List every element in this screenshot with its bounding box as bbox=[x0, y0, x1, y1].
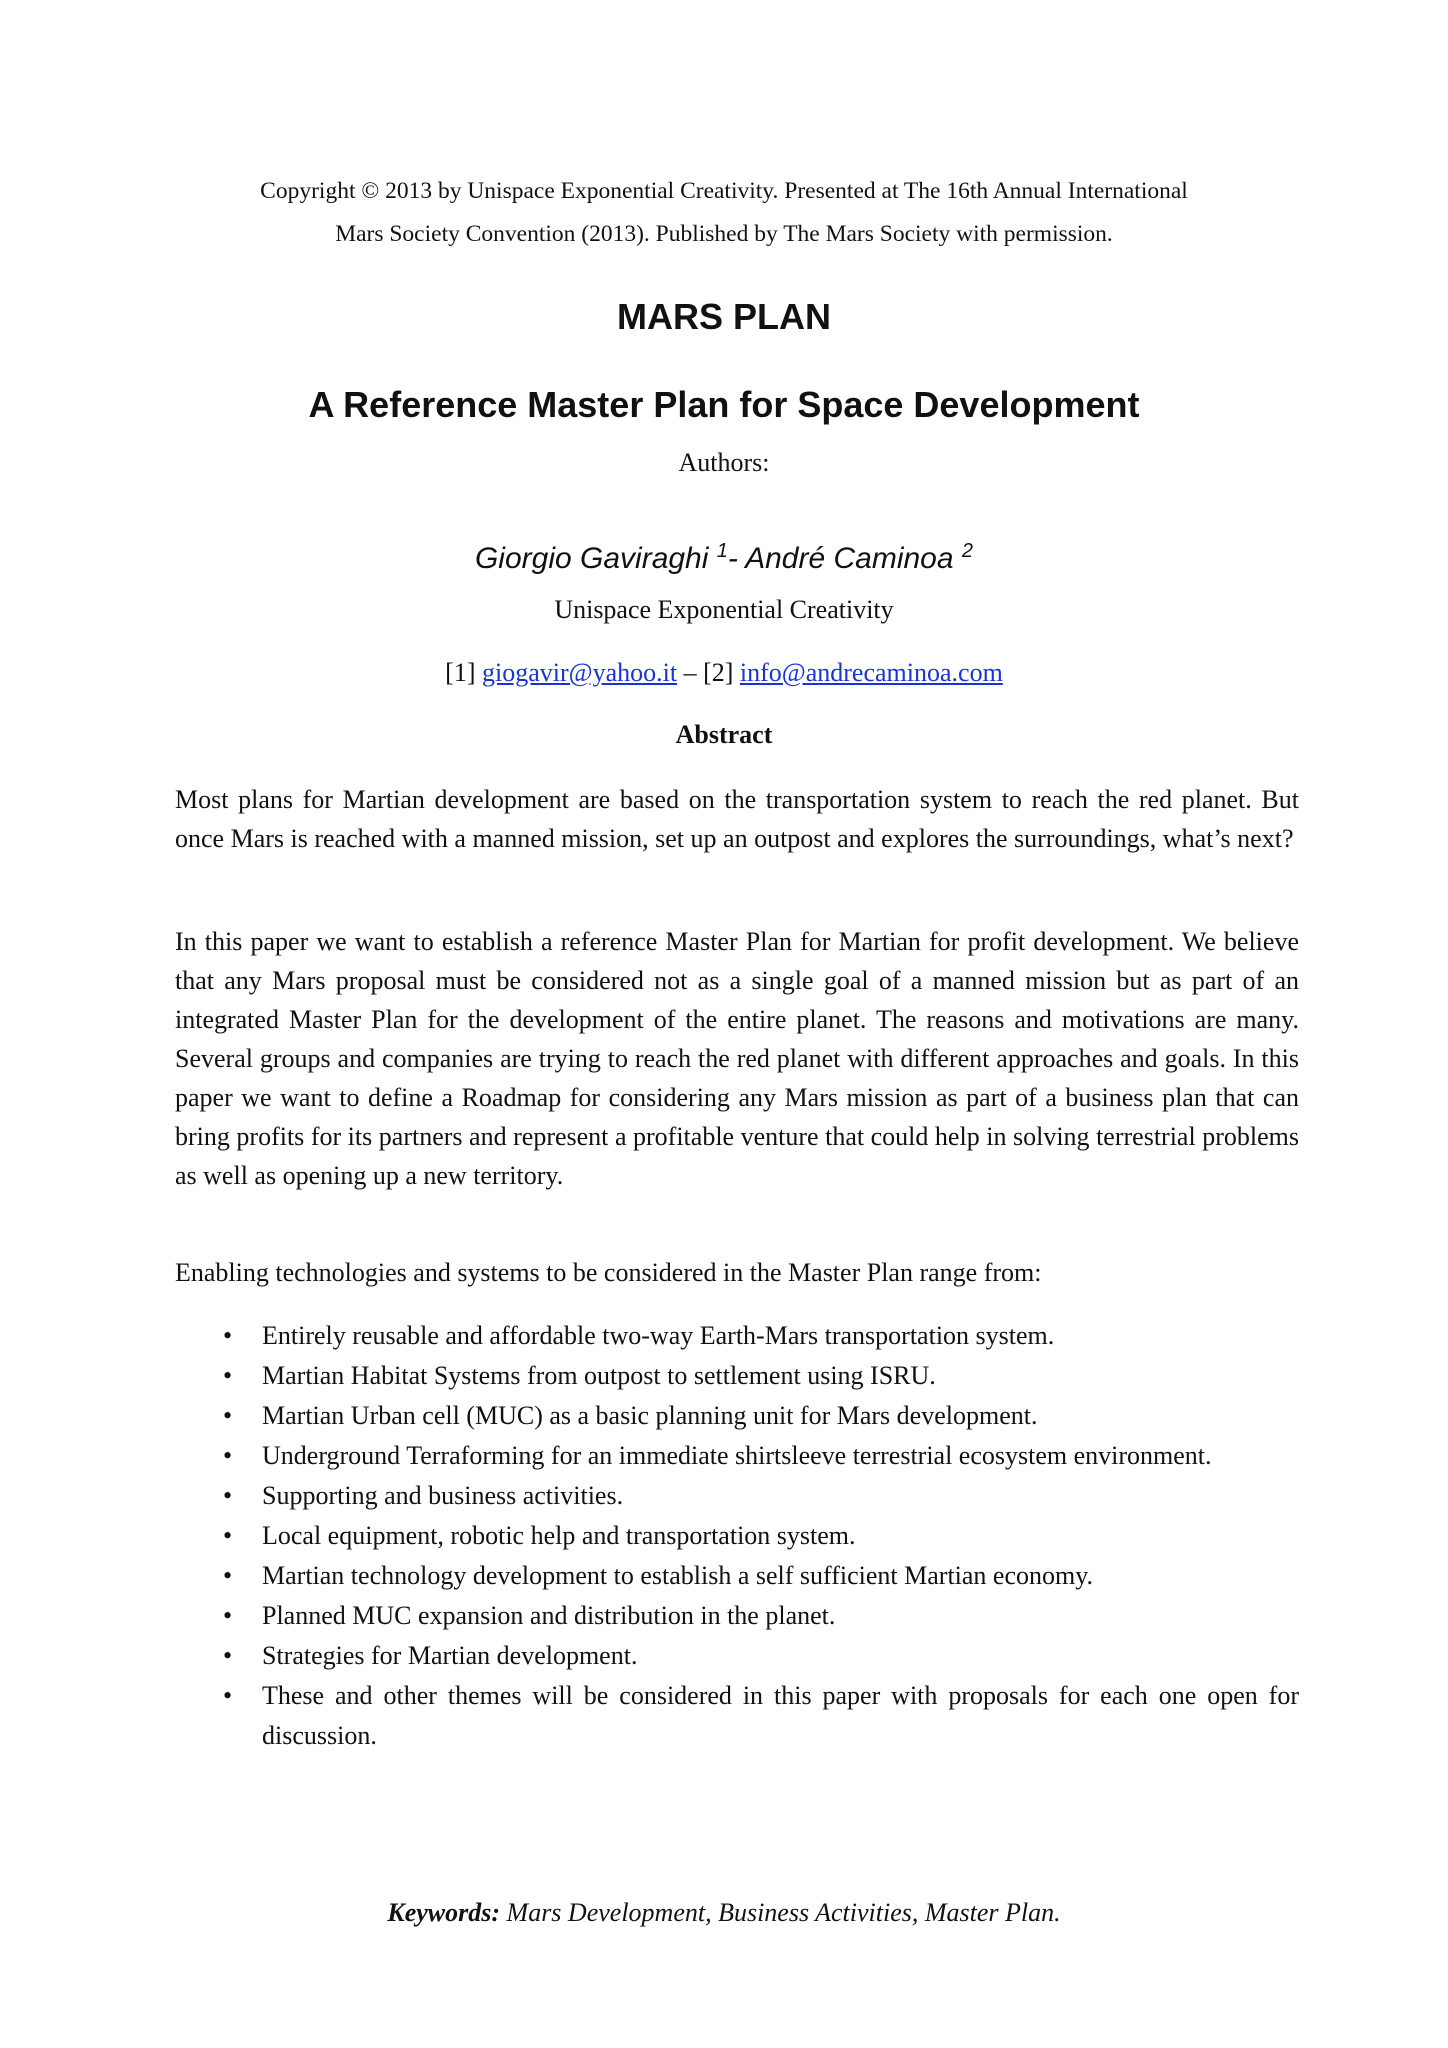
authors-label: Authors: bbox=[678, 448, 770, 477]
bullet-item: • These and other themes will be considered in this paper with proposals for each one open for discussion. bbox=[175, 1676, 1299, 1756]
abstract-paragraph-2: In this paper we want to establish a reference Master Plan for Martian for profit development. We believe that any Mars proposal must be considered not as a single goal of a manned mission but as part of an integrated Master Plan for the development of the entire planet. The reasons and motivations are many. Several groups and companies are trying to reach the red planet with different approaches and goals. In this paper we want to define a Roadmap for considering any Mars mission as part of a business plan that can bring profits for its partners and represent a profitable venture that could help in solving terrestrial problems as well as opening up a new territory. bbox=[175, 927, 1299, 1190]
author-1-affiliation-mark: 1 bbox=[716, 540, 728, 562]
keywords-label: Keywords: bbox=[387, 1898, 501, 1927]
paper-subtitle: A Reference Master Plan for Space Development bbox=[308, 384, 1140, 425]
abstract-heading: Abstract bbox=[675, 720, 773, 749]
author-2-name: André Caminoa bbox=[745, 542, 962, 575]
bullet-item: • Local equipment, robotic help and transportation system. bbox=[175, 1516, 1299, 1556]
email-2-link[interactable]: info@andrecaminoa.com bbox=[739, 658, 1003, 687]
keywords-line bbox=[0, 1898, 1448, 1928]
bullet-item: • Strategies for Martian development. bbox=[175, 1636, 1299, 1676]
keywords-text: Mars Development, Business Activities, Master Plan. bbox=[500, 1898, 1061, 1927]
copyright-notice bbox=[150, 170, 1298, 256]
author-separator: - bbox=[727, 542, 746, 575]
bullet-item: • Martian technology development to establish a self sufficient Martian economy. bbox=[175, 1556, 1299, 1596]
author-2-affiliation-mark: 2 bbox=[961, 540, 974, 562]
paper-title: MARS PLAN bbox=[617, 296, 831, 337]
technology-bullet-list bbox=[175, 1316, 1299, 1756]
bullet-item: • Planned MUC expansion and distribution in the planet. bbox=[175, 1596, 1299, 1636]
author-emails bbox=[0, 658, 1448, 688]
abstract-paragraph-3: Enabling technologies and systems to be considered in the Master Plan range from: bbox=[175, 1258, 1042, 1287]
author-1-name: Giorgio Gaviraghi bbox=[474, 542, 717, 575]
copyright-line-1: Copyright © 2013 by Unispace Exponential Creativity. Presented at The 16th Annual International bbox=[260, 178, 1188, 204]
abstract-paragraph-1: Most plans for Martian development are based on the transportation system to reach the red planet. But once Mars is reached with a manned mission, set up an outpost and explores the surroundings, what’s next? bbox=[175, 785, 1299, 853]
bullet-item: • Supporting and business activities. bbox=[175, 1476, 1299, 1516]
bullet-item: • Martian Habitat Systems from outpost to settlement using ISRU. bbox=[175, 1356, 1299, 1396]
bullet-item: • Martian Urban cell (MUC) as a basic planning unit for Mars development. bbox=[175, 1396, 1299, 1436]
affiliation: Unispace Exponential Creativity bbox=[554, 595, 894, 624]
email-separator: – [2] bbox=[677, 658, 740, 687]
bullet-item: • Underground Terraforming for an immediate shirtsleeve terrestrial ecosystem environment. bbox=[175, 1436, 1299, 1476]
copyright-line-2: Mars Society Convention (2013). Published by The Mars Society with permission. bbox=[335, 221, 1113, 247]
email-1-link[interactable]: giogavir@yahoo.it bbox=[482, 658, 678, 687]
author-names bbox=[0, 540, 1448, 576]
bullet-item: • Entirely reusable and affordable two-way Earth-Mars transportation system. bbox=[175, 1316, 1299, 1356]
email-1-prefix: [1] bbox=[445, 658, 482, 687]
